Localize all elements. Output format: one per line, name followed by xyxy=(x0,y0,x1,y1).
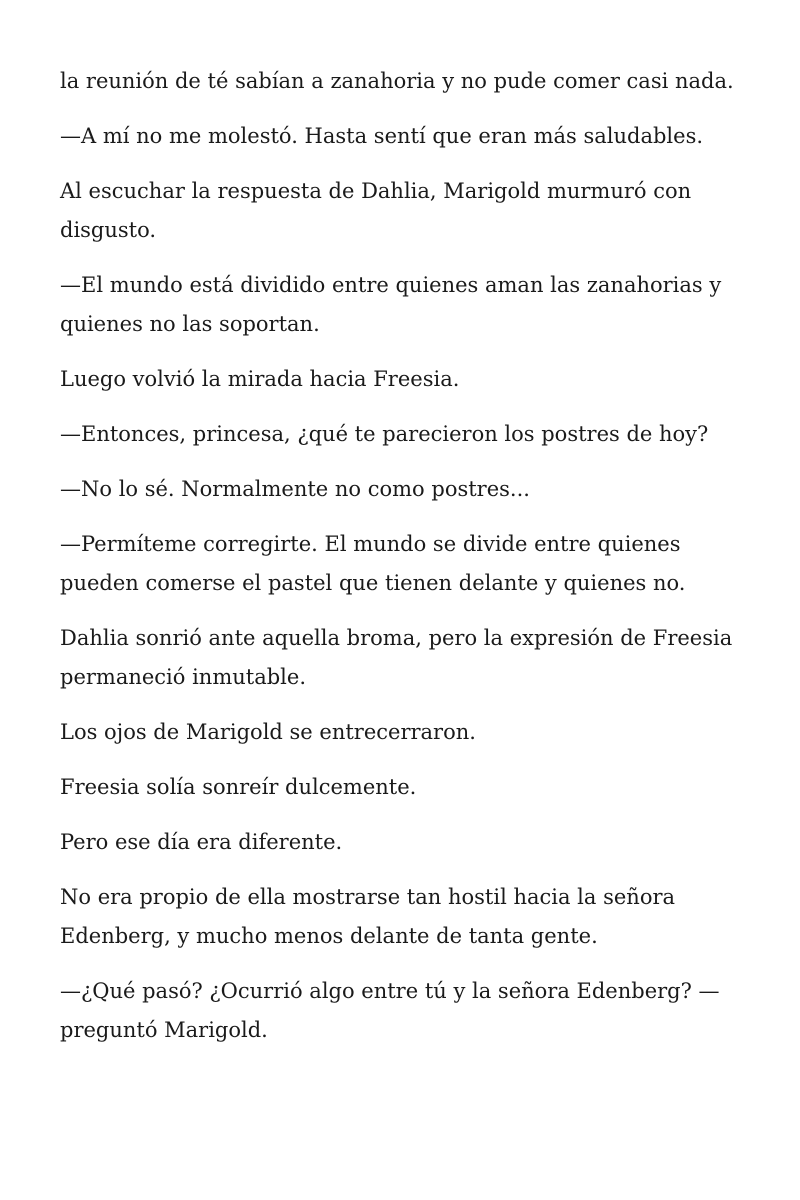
paragraph: Pero ese día era diferente. xyxy=(60,830,343,854)
document-body xyxy=(60,62,750,1066)
paragraph: —No lo sé. Normalmente no como postres... xyxy=(60,477,530,501)
paragraph: —Permíteme corregirte. El mundo se divide entre quienes pueden comerse el pastel que tienen delante y quienes no. xyxy=(60,532,686,595)
paragraph: —El mundo está dividido entre quienes aman las zanahorias y quienes no las soportan. xyxy=(60,273,722,336)
paragraph: Dahlia sonrió ante aquella broma, pero la expresión de Freesia permaneció inmutable. xyxy=(60,626,733,689)
paragraph: Luego volvió la mirada hacia Freesia. xyxy=(60,367,460,391)
paragraph: Los ojos de Marigold se entrecerraron. xyxy=(60,720,476,744)
paragraph: —Entonces, princesa, ¿qué te parecieron los postres de hoy? xyxy=(60,422,709,446)
paragraph: —¿Qué pasó? ¿Ocurrió algo entre tú y la señora Edenberg? —preguntó Marigold. xyxy=(60,979,720,1042)
paragraph: No era propio de ella mostrarse tan hostil hacia la señora Edenberg, y mucho menos delante de tanta gente. xyxy=(60,885,676,948)
paragraph: —A mí no me molestó. Hasta sentí que eran más saludables. xyxy=(60,124,704,148)
paragraph: Freesia solía sonreír dulcemente. xyxy=(60,775,417,799)
paragraph: la reunión de té sabían a zanahoria y no pude comer casi nada. xyxy=(60,69,734,93)
paragraph: Al escuchar la respuesta de Dahlia, Marigold murmuró con disgusto. xyxy=(60,179,692,242)
